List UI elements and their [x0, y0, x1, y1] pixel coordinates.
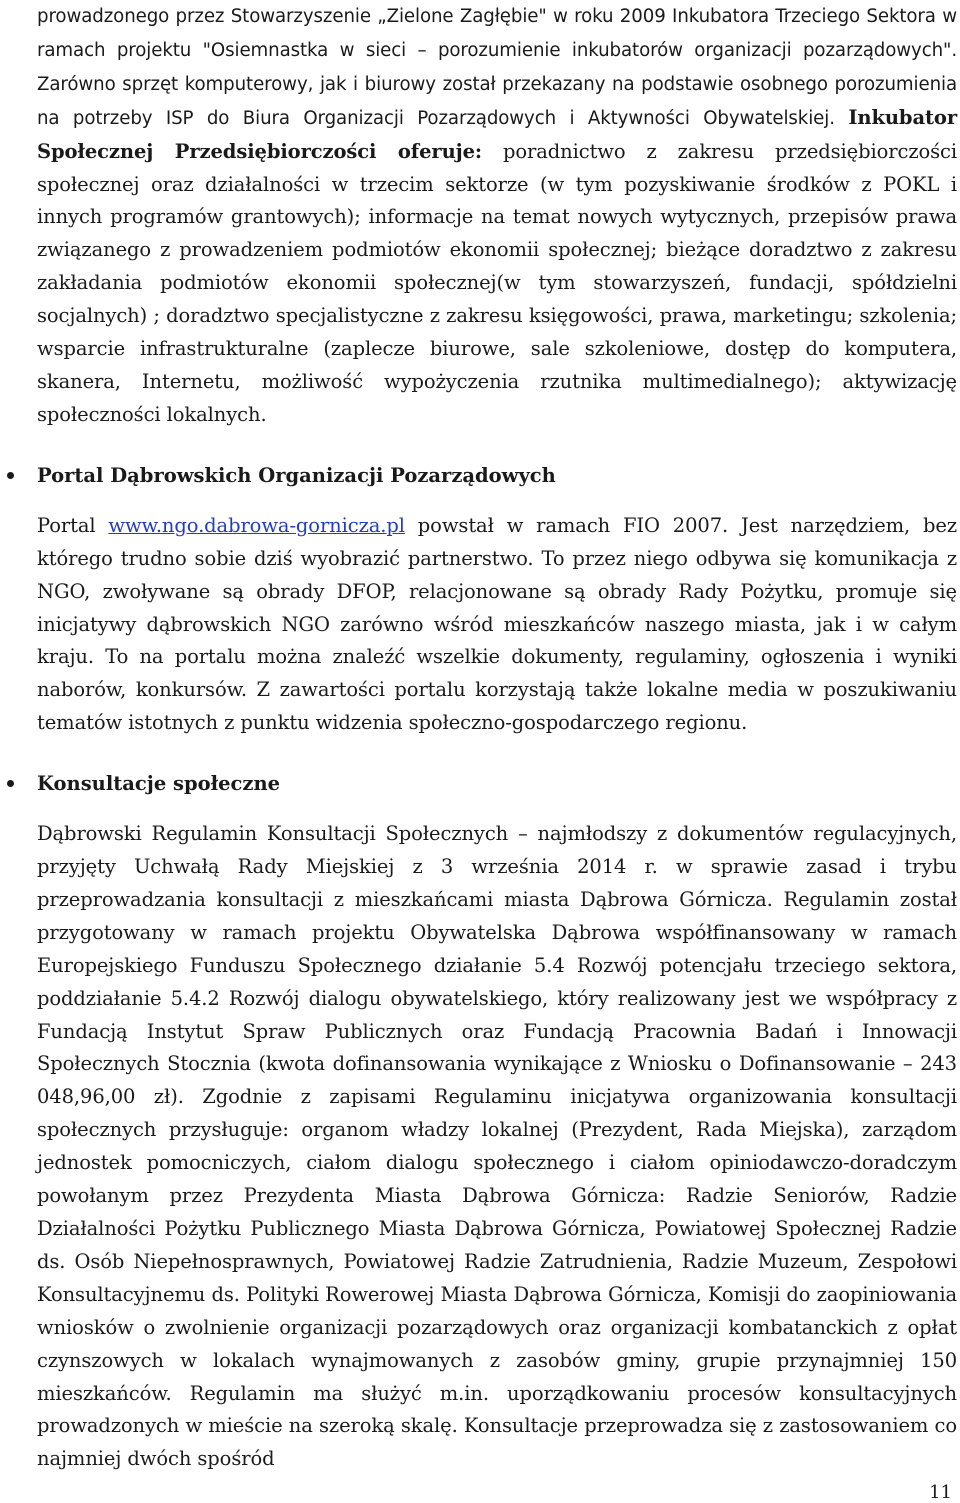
document-page	[37, 0, 957, 1476]
section-heading-portal	[37, 460, 957, 492]
intro-serif-text: poradnictwo z zakresu przedsiębiorczości społecznej oraz działalności w trzecim sektorze (w tym pozyskiwanie środków z POKL i innych programów grantowych); informacje na temat nowych wytycznych, przepisów prawa związanego z prowadzeniem podmiotów ekonomii społecznej; bieżące doradztwo z zakresu zakładania podmiotów ekonomii społecznej(w tym stowarzyszeń, fundacji, spółdzielni socjalnych) ; doradztwo specjalistyczne z zakresu księgowości, prawa, marketingu; szkolenia; wsparcie infrastrukturalne (zaplecze biurowe, sale szkoleniowe, dostęp do komputera, skanera, Internetu, możliwość wypożyczenia rzutnika multimedialnego); aktywizację społeczności lokalnych.	[37, 139, 958, 426]
intro-sans-text: prowadzonego przez Stowarzyszenie „Zielone Zagłębie" w roku 2009 Inkubatora Trzeciego Sektora w ramach projektu "Osiemnastka w sieci – porozumienie inkubatorów organizacji pozarządowych". Zarówno sprzęt komputerowy, jak i biurowy został przekazany na podstawie osobnego porozumienia na potrzeby ISP do Biura Organizacji Pozarządowych i Aktywności Obywatelskiej.	[37, 6, 957, 129]
portal-link[interactable]: www.ngo.dabrowa-gornicza.pl	[108, 513, 405, 537]
portal-paragraph	[37, 510, 957, 740]
bullet-icon	[7, 780, 14, 787]
intro-bold-text: Inkubator Społecznej Przedsiębiorczości oferuje:	[37, 105, 957, 163]
page-number: 11	[929, 1482, 952, 1503]
portal-text-after-link: powstał w ramach FIO 2007. Jest narzędziem, bez którego trudno sobie dziś wyobrazić partnerstwo. To przez niego odbywa się komunikacja z NGO, zwoływane są obrady DFOP, relacjonowane są obrady Rady Pożytku, promuje się inicjatywy dąbrowskich NGO zarówno wśród mieszkańców naszego miasta, jak i w całym kraju. To na portalu można znaleźć wszelkie dokumenty, regulaminy, ogłoszenia i wyniki naborów, konkursów. Z zawartości portalu korzystają także lokalne media w poszukiwaniu tematów istotnych z punktu widzenia społeczno-gospodarczego regionu.	[37, 513, 957, 735]
section-heading-konsultacje	[37, 768, 957, 800]
intro-paragraph	[37, 0, 957, 432]
konsultacje-paragraph: Dąbrowski Regulamin Konsultacji Społecznych – najmłodszy z dokumentów regulacyjnych, przyjęty Uchwałą Rady Miejskiej z 3 września 2014 r. w sprawie zasad i trybu przeprowadzania konsultacji z mieszkańcami miasta Dąbrowa Górnicza. Regulamin został przygotowany w ramach projektu Obywatelska Dąbrowa współfinansowany w ramach Europejskiego Funduszu Społecznego działanie 5.4 Rozwój potencjału trzeciego sektora, poddziałanie 5.4.2 Rozwój dialogu obywatelskiego, który realizowany jest we współpracy z Fundacją Instytut Spraw Publicznych oraz Fundacją Pracownia Badań i Innowacji Społecznych Stocznia (kwota dofinansowania wynikające z Wniosku o Dofinansowanie – 243 048,96,00 zł). Zgodnie z zapisami Regulaminu inicjatywa organizowania konsultacji społecznych przysługuje: organom władzy lokalnej (Prezydent, Rada Miejska), zarządom jednostek pomocniczych, ciałom dialogu społecznego i ciałom opiniodawczo-doradczym powołanym przez Prezydenta Miasta Dąbrowa Górnicza: Radzie Seniorów, Radzie Działalności Pożytku Publicznego Miasta Dąbrowa Górnicza, Powiatowej Społecznej Radzie ds. Osób Niepełnosprawnych, Powiatowej Radzie Zatrudnienia, Radzie Muzeum, Zespołowi Konsultacyjnemu ds. Polityki Rowerowej Miasta Dąbrowa Górnicza, Komisji do zaopiniowania wniosków o zwolnienie organizacji pozarządowych oraz organizacji kombatanckich z opłat czynszowych w lokalach wynajmowanych z zasobów gminy, grupie przynajmniej 150 mieszkańców. Regulamin ma służyć m.in. uporządkowaniu procesów konsultacyjnych prowadzonych w mieście na szeroką skalę. Konsultacje przeprowadza się z zastosowaniem co najmniej dwóch spośród	[37, 822, 957, 1471]
konsultacje-heading-text: Konsultacje społeczne	[37, 772, 281, 796]
portal-heading-text: Portal Dąbrowskich Organizacji Pozarządowych	[37, 463, 556, 487]
bullet-icon	[7, 472, 14, 479]
portal-text-before-link: Portal	[37, 513, 109, 537]
